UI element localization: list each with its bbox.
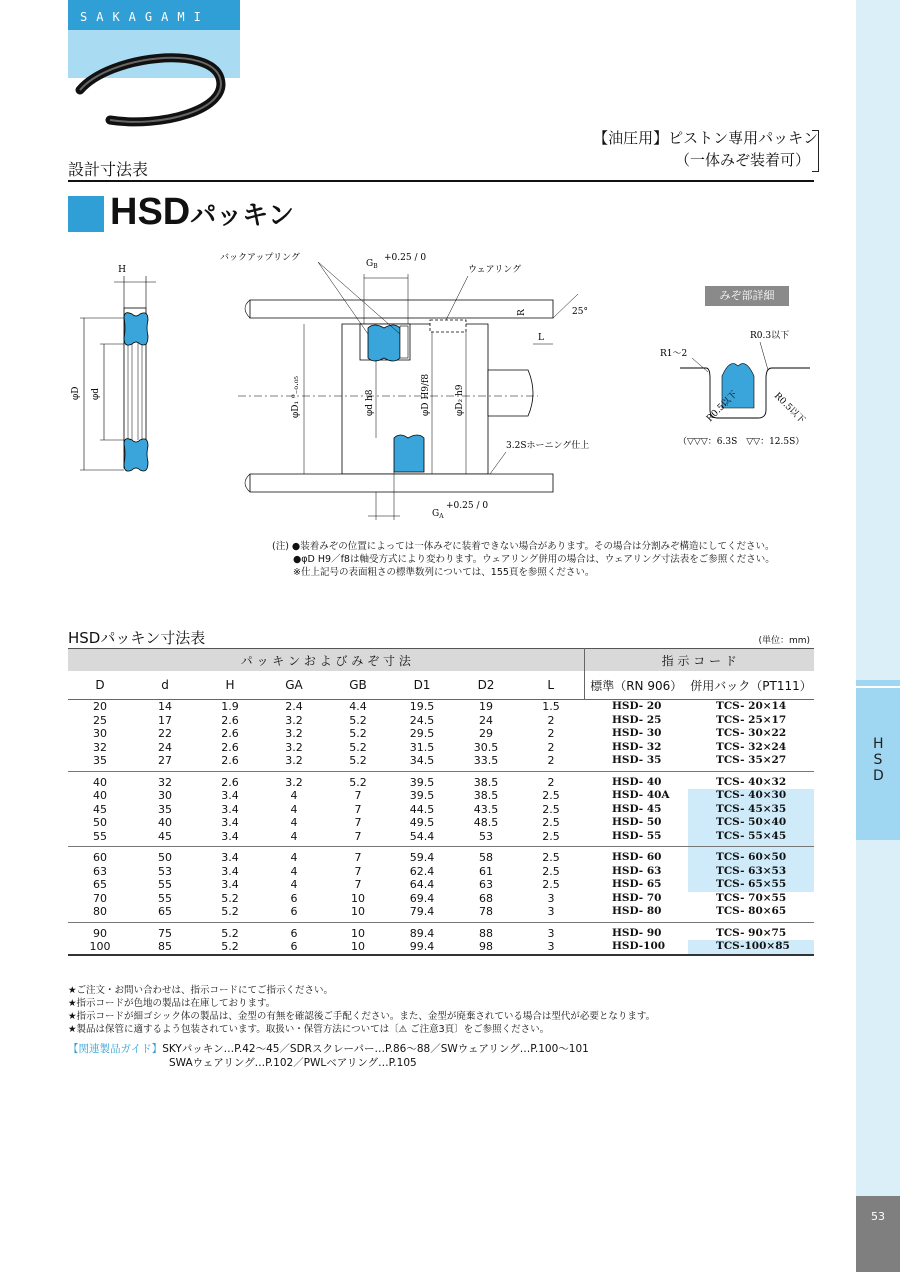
cell-d2: 63 <box>479 878 493 891</box>
column-header: H <box>198 671 262 700</box>
cell-h: 3.4 <box>221 851 239 864</box>
footnote-2: ★指示コードが色地の製品は在庫しております。 <box>68 998 276 1009</box>
cell-d: 40 <box>93 775 107 789</box>
cell-gb: 7 <box>354 851 362 864</box>
surface-legend: （▽▽▽：6.3S ▽▽：12.5S） <box>678 437 805 447</box>
table-row <box>68 922 814 940</box>
cell-l: 2.5 <box>542 864 560 878</box>
cell-d2: 53 <box>454 830 518 847</box>
phiD-label: φD <box>71 386 81 400</box>
dimension-table <box>68 648 814 956</box>
page-number: 53 <box>871 1210 885 1223</box>
table-row <box>68 754 814 771</box>
side-strip <box>856 0 900 1272</box>
group-header-dims: パ ッ キ ン お よ び み ぞ 寸 法 <box>68 649 584 672</box>
cell-d: 50 <box>93 816 107 829</box>
related-line1[interactable]: SKYパッキン…P.42〜45／SDRスクレーパー…P.86〜88／SWウェアリング…P.100〜101 <box>162 1043 589 1055</box>
cell-h: 3.4 <box>221 878 239 891</box>
l-label: L <box>538 333 544 343</box>
cell-backup-code: TCS- 30×22 <box>716 727 787 739</box>
page-number-box <box>856 1196 900 1272</box>
cell-standard-code: HSD- 90 <box>612 926 662 939</box>
cell-h: 3.4 <box>221 816 239 829</box>
cell-d1: 62.4 <box>409 864 435 878</box>
cell-standard-code: HSD- 70 <box>612 891 662 904</box>
cell-d2: 48.5 <box>473 816 499 829</box>
cell-d2: 38.5 <box>473 789 499 802</box>
title-marker-square <box>68 196 104 232</box>
cell-backup-code: TCS- 60×50 <box>688 847 814 865</box>
table-row <box>68 771 814 789</box>
cell-l: 2.5 <box>542 789 560 802</box>
cell-l: 2.5 <box>518 830 584 847</box>
column-header: D <box>68 671 132 700</box>
cell-standard-code: HSD- 32 <box>612 740 662 753</box>
cell-backup-code: TCS-100×85 <box>688 940 814 955</box>
cell-d1: 29.5 <box>409 727 435 740</box>
cell-standard-code: HSD-100 <box>584 940 688 955</box>
cell-ga: 4 <box>262 830 326 847</box>
cell-h: 5.2 <box>221 891 239 905</box>
cell-l: 2 <box>547 740 555 754</box>
section-label: 設計寸法表 <box>68 160 149 179</box>
cell-d: 25 <box>93 713 107 727</box>
related-line2[interactable]: SWAウェアリング…P.102／PWLベアリング…P.105 <box>169 1057 417 1069</box>
angle-label: 25° <box>572 307 588 317</box>
cell-standard-code: HSD- 50 <box>612 816 662 828</box>
cell-ga: 3.2 <box>285 727 303 740</box>
cell-ga: 3.2 <box>262 754 326 771</box>
cell-d1: 49.5 <box>409 816 435 829</box>
cell-d: 60 <box>93 851 107 864</box>
cell-h: 2.6 <box>221 740 239 754</box>
table-row <box>68 847 814 865</box>
cell-backup-code: TCS- 55×45 <box>688 830 814 847</box>
table-row <box>68 714 814 728</box>
cell-d: 24 <box>158 740 172 754</box>
cell-d: 65 <box>93 878 107 891</box>
subtitle-line2: （一体みぞ装着可） <box>674 151 810 169</box>
cell-d: 22 <box>158 727 172 740</box>
cell-ga: 4 <box>290 789 298 802</box>
cell-d: 32 <box>158 775 172 789</box>
cell-d1: 39.5 <box>409 775 435 789</box>
note-1: (注) ●装着みぞの位置によっては一体みぞに装着できない場合があります。その場合は分割みぞ構造にしてください。 <box>272 541 775 552</box>
cell-l: 2 <box>547 727 555 740</box>
footnote-3: ★指示コードが細ゴシック体の製品は、金型の有無を確認後ご手配ください。また、金型が廃棄されている場合は型代が必要となります。 <box>68 1011 656 1022</box>
cell-d2: 58 <box>479 851 493 864</box>
column-header: D1 <box>390 671 454 700</box>
cell-d1: 34.5 <box>390 754 454 771</box>
cell-d2: 98 <box>454 940 518 955</box>
cell-d: 90 <box>93 926 107 940</box>
product-title <box>110 189 294 238</box>
cell-d2: 29 <box>479 727 493 740</box>
cell-ga: 3.2 <box>285 740 303 754</box>
cell-l: 1.5 <box>542 700 560 713</box>
table-row <box>68 789 814 803</box>
ring-cross-section-drawing <box>66 258 166 480</box>
cell-d: 45 <box>93 802 107 816</box>
cell-d: 100 <box>68 940 132 955</box>
cell-d: 40 <box>93 789 107 802</box>
cell-d1: 24.5 <box>409 713 435 727</box>
table-row <box>68 727 814 741</box>
cell-backup-code: TCS- 25×17 <box>716 713 787 726</box>
cell-gb: 10 <box>351 891 365 905</box>
product-subtitle <box>540 127 818 171</box>
cell-d: 20 <box>93 700 107 713</box>
cell-ga: 6 <box>290 891 298 905</box>
cell-gb: 7 <box>326 830 390 847</box>
table-row <box>68 905 814 922</box>
cell-standard-code: HSD- 80 <box>584 905 688 922</box>
cell-ga: 4 <box>290 851 298 864</box>
column-header: GA <box>262 671 326 700</box>
cell-d2: 33.5 <box>454 754 518 771</box>
cell-h: 5.2 <box>198 940 262 955</box>
subtitle-bracket <box>812 130 819 172</box>
cell-h: 3.4 <box>198 830 262 847</box>
gb-tolerance: +0.25 / 0 <box>384 253 427 263</box>
cell-d2: 68 <box>479 891 493 905</box>
cell-h: 3.4 <box>221 864 239 878</box>
product-name-kana: パッキン <box>190 200 294 230</box>
cell-backup-code: TCS- 32×24 <box>716 740 787 753</box>
cell-gb: 5.2 <box>349 775 367 789</box>
cell-d1: 79.4 <box>390 905 454 922</box>
cell-l: 3 <box>547 891 555 905</box>
cell-backup-code: TCS- 40×32 <box>716 775 787 788</box>
group-header-codes: 指 示 コ ー ド <box>584 649 814 672</box>
cell-d2: 30.5 <box>473 740 499 754</box>
cell-d: 53 <box>158 864 172 878</box>
cell-d: 80 <box>68 905 132 922</box>
cell-l: 3 <box>518 905 584 922</box>
cell-l: 2 <box>547 713 555 727</box>
column-header: 標準（RN 906） <box>584 671 688 700</box>
table-row <box>68 803 814 817</box>
cell-standard-code: HSD- 63 <box>612 864 662 877</box>
column-header: GB <box>326 671 390 700</box>
cell-l: 2.5 <box>542 802 560 816</box>
r05-left-label: R0.5以下 <box>705 389 740 425</box>
cell-ga: 4 <box>290 864 298 878</box>
ga-label: $G_A$ <box>432 509 444 520</box>
side-tab-divider <box>856 686 900 688</box>
r12-label: R1〜2 <box>660 349 688 359</box>
table-row <box>68 892 814 906</box>
cell-backup-code: TCS- 90×75 <box>716 926 787 939</box>
table-title: HSDパッキン寸法表 <box>68 629 206 647</box>
cell-h: 2.6 <box>221 775 239 789</box>
cell-gb: 5.2 <box>349 740 367 754</box>
cell-l: 3 <box>547 926 555 940</box>
product-name-latin: HSD <box>110 191 191 233</box>
table-row <box>68 878 814 892</box>
cell-d: 30 <box>158 789 172 802</box>
cell-gb: 10 <box>326 940 390 955</box>
note-2: ●φD H9／f8は軸受方式により変わります。ウェアリング併用の場合は、ウェアリング寸法表をご参照ください。 <box>293 554 775 565</box>
cell-ga: 6 <box>262 940 326 955</box>
cell-standard-code: HSD- 65 <box>612 878 662 890</box>
phid-h8-label: φd h8 <box>365 389 375 416</box>
column-header: 併用バック（PT111） <box>688 671 814 700</box>
side-tab-label: H S D <box>873 736 884 784</box>
cell-d: 35 <box>158 802 172 816</box>
phid-label: φd <box>91 387 101 400</box>
cell-d1: 54.4 <box>390 830 454 847</box>
column-header: D2 <box>454 671 518 700</box>
cell-gb: 4.4 <box>349 700 367 713</box>
column-header: L <box>518 671 584 700</box>
cell-d: 63 <box>93 864 107 878</box>
cell-d: 75 <box>158 926 172 940</box>
cell-ga: 4 <box>290 878 298 891</box>
cell-gb: 7 <box>354 864 362 878</box>
footnotes <box>68 984 655 1036</box>
cell-d: 32 <box>93 740 107 754</box>
honing-label: 3.2Sホーニング仕上 <box>506 441 590 451</box>
subtitle-line1: 【油圧用】ピストン専用パッキン <box>593 129 818 147</box>
cell-standard-code: HSD- 25 <box>612 713 662 726</box>
cell-d: 55 <box>68 830 132 847</box>
ga-tolerance: +0.25 / 0 <box>446 501 489 511</box>
h-dim-label: H <box>118 265 126 275</box>
cell-h: 5.2 <box>198 905 262 922</box>
cell-d: 30 <box>93 727 107 740</box>
cell-gb: 10 <box>351 926 365 940</box>
cell-d: 50 <box>158 851 172 864</box>
cell-backup-code: TCS- 50×40 <box>688 816 814 830</box>
cell-d1: 31.5 <box>409 740 435 754</box>
backup-ring-label: バックアップリング <box>220 253 300 263</box>
assembly-drawing <box>218 248 618 526</box>
table-row <box>68 741 814 755</box>
cell-d1: 59.4 <box>409 851 435 864</box>
cell-backup-code: TCS- 20×14 <box>716 700 787 712</box>
cell-d1: 39.5 <box>409 789 435 802</box>
cell-d: 17 <box>158 713 172 727</box>
cell-standard-code: HSD- 60 <box>612 851 662 863</box>
note-3: ※仕上記号の表面粗さの標準数列については、155頁を参照ください。 <box>293 567 595 578</box>
column-header: d <box>132 671 198 700</box>
cell-standard-code: HSD- 35 <box>584 754 688 771</box>
cell-gb: 7 <box>354 878 362 891</box>
cell-d1: 19.5 <box>409 700 435 713</box>
cell-l: 2 <box>518 754 584 771</box>
cell-standard-code: HSD- 40 <box>612 775 662 788</box>
cell-d1: 89.4 <box>409 926 435 940</box>
table-row <box>68 865 814 879</box>
cell-l: 2.5 <box>542 878 560 891</box>
gb-label: $G_B$ <box>366 259 378 270</box>
phiD-h9f8-label: φD H9/f8 <box>421 373 431 416</box>
phiD1-label: φD₁ ⁰₋₀.₀₅ <box>291 375 301 418</box>
cell-h: 3.4 <box>221 802 239 816</box>
footnote-4: ★製品は保管に適するよう包装されています。取扱い・保管方法については〔⚠ ご注意3頁〕をご参照ください。 <box>68 1024 550 1035</box>
cell-l: 2.5 <box>542 816 560 829</box>
cell-d2: 88 <box>479 926 493 940</box>
cell-d: 55 <box>158 878 172 891</box>
cell-h: 1.9 <box>221 700 239 713</box>
cell-h: 5.2 <box>221 926 239 940</box>
cell-d2: 61 <box>479 864 493 878</box>
cell-ga: 4 <box>290 802 298 816</box>
cell-backup-code: TCS- 45×35 <box>688 803 814 817</box>
table-row <box>68 940 814 955</box>
cell-d: 14 <box>158 700 172 713</box>
table-unit: (単位：mm) <box>758 636 810 646</box>
cell-d2: 19 <box>479 700 493 713</box>
r05-right-label: R0.5以下 <box>771 391 807 426</box>
cell-d: 35 <box>68 754 132 771</box>
cell-standard-code: HSD- 55 <box>584 830 688 847</box>
phiD2-h9-label: φD₂ h9 <box>455 384 465 416</box>
cell-standard-code: HSD- 40A <box>612 789 670 801</box>
cell-l: 3 <box>518 940 584 955</box>
cell-backup-code: TCS- 40×30 <box>688 789 814 803</box>
ring-product-icon <box>70 50 240 140</box>
r03-label: R0.3以下 <box>750 331 790 341</box>
cell-h: 3.4 <box>221 789 239 802</box>
cell-ga: 3.2 <box>285 775 303 789</box>
section-rule <box>68 180 814 182</box>
cell-d1: 99.4 <box>390 940 454 955</box>
table-row <box>68 816 814 830</box>
cell-d: 70 <box>93 891 107 905</box>
cell-ga: 3.2 <box>285 713 303 727</box>
groove-detail-drawing <box>650 318 850 448</box>
cell-d: 65 <box>132 905 198 922</box>
groove-detail-title: みぞ部詳細 <box>705 286 789 306</box>
cell-d1: 64.4 <box>409 878 435 891</box>
cell-backup-code: TCS- 63×53 <box>688 865 814 879</box>
cell-gb: 5.2 <box>349 713 367 727</box>
footnote-1: ★ご注文・お問い合わせは、指示コードにてご指示ください。 <box>68 985 334 996</box>
cell-backup-code: TCS- 80×65 <box>688 905 814 922</box>
cell-gb: 5.2 <box>349 727 367 740</box>
cell-standard-code: HSD- 20 <box>612 700 662 712</box>
related-products <box>68 1042 589 1070</box>
cell-d2: 24 <box>479 713 493 727</box>
cell-d2: 38.5 <box>473 775 499 789</box>
cell-gb: 7 <box>354 802 362 816</box>
cell-l: 2 <box>547 775 555 789</box>
cell-backup-code: TCS- 35×27 <box>688 754 814 771</box>
table-row <box>68 830 814 847</box>
cell-d2: 43.5 <box>473 802 499 816</box>
wear-ring-label: ウェアリング <box>468 265 522 275</box>
cell-standard-code: HSD- 30 <box>612 727 662 739</box>
drawing-notes <box>272 540 775 579</box>
cell-gb: 7 <box>354 816 362 829</box>
cell-ga: 6 <box>262 905 326 922</box>
cell-h: 2.6 <box>221 727 239 740</box>
cell-ga: 2.4 <box>285 700 303 713</box>
cell-d2: 78 <box>454 905 518 922</box>
cell-d: 40 <box>158 816 172 829</box>
cell-d: 55 <box>158 891 172 905</box>
cell-backup-code: TCS- 65×55 <box>688 878 814 892</box>
cell-h: 2.6 <box>198 754 262 771</box>
cell-backup-code: TCS- 70×55 <box>716 891 787 904</box>
cell-d1: 69.4 <box>409 891 435 905</box>
cell-d: 85 <box>132 940 198 955</box>
cell-gb: 10 <box>326 905 390 922</box>
cell-d1: 44.5 <box>409 802 435 816</box>
cell-ga: 6 <box>290 926 298 940</box>
cell-gb: 7 <box>354 789 362 802</box>
cell-standard-code: HSD- 45 <box>612 802 662 815</box>
cell-l: 2.5 <box>542 851 560 864</box>
r-label: R <box>517 309 527 316</box>
cell-d: 27 <box>132 754 198 771</box>
cell-gb: 5.2 <box>326 754 390 771</box>
cell-h: 2.6 <box>221 713 239 727</box>
related-label: 【関連製品ガイド】 <box>68 1043 163 1055</box>
brand-name: SAKAGAMI <box>80 10 210 24</box>
cell-d: 45 <box>132 830 198 847</box>
cell-ga: 4 <box>290 816 298 829</box>
table-row <box>68 700 814 714</box>
